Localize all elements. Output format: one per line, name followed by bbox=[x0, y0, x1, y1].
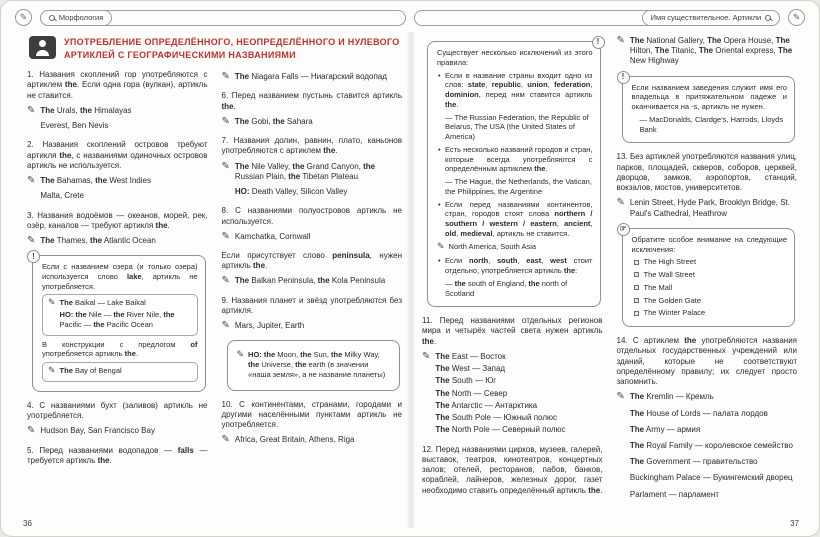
example-line: The South Pole — Южный полюс bbox=[435, 413, 557, 423]
page-header bbox=[1, 1, 819, 28]
pencil-icon: ✎ bbox=[437, 240, 445, 251]
example-line: The North — Север bbox=[435, 388, 508, 398]
example-rule-2 bbox=[27, 176, 208, 203]
reader-icon bbox=[29, 36, 56, 59]
note-proprietor-names bbox=[621, 72, 796, 144]
example-line: Parlament — парламент bbox=[629, 489, 719, 499]
pencil-icon: ✎ bbox=[27, 104, 36, 116]
example-rule-3 bbox=[27, 236, 208, 248]
exception-label: The Winter Palace bbox=[643, 308, 706, 318]
rule-3: 3. Названия водоёмов — океанов, морей, рек, озёр, каналов — требуют артикля the. bbox=[27, 210, 208, 230]
pencil-icon: ✎ bbox=[221, 230, 230, 242]
note-bullet: • Если в название страны входит одно из слов: state, republic, union, federation, dominion, перед ним ставится артикль the. bbox=[437, 71, 593, 110]
example-rule-14 bbox=[617, 392, 798, 506]
tab-morphology bbox=[40, 10, 112, 26]
rule-5: 5. Перед названиями водопадов — falls — требуется артикль the. bbox=[27, 445, 208, 465]
example-line: The Antarctic — Антарктика bbox=[435, 400, 538, 410]
exception-label: The Golden Gate bbox=[643, 295, 702, 305]
right-page bbox=[416, 32, 801, 528]
pen-icon: ✎ bbox=[788, 9, 805, 26]
note-space-objects bbox=[227, 340, 401, 390]
rule-9: 9. Названия планет и звёзд употребляются без артикля. bbox=[221, 295, 402, 315]
example-rule-13 bbox=[617, 198, 798, 220]
column-1 bbox=[27, 70, 208, 471]
example-line: The Thames, the Atlantic Ocean bbox=[40, 236, 156, 245]
pencil-icon: ✎ bbox=[616, 197, 625, 209]
exclamation-icon: ! bbox=[592, 36, 605, 49]
page-gutter bbox=[406, 32, 416, 528]
note-example: — The Hague, the Netherlands, the Vatican, the Philippines, the Argentine bbox=[437, 177, 593, 197]
example-line: The Bahamas, the West Indies bbox=[40, 176, 151, 186]
square-bullet-icon bbox=[634, 311, 639, 316]
rule-11: 11. Перед названиями отдельных регионов мира и четырёх частей света нужен артикль the. bbox=[422, 316, 603, 346]
header-band-right bbox=[414, 10, 780, 26]
note-example: — The Russian Federation, the Republic of Belarus, The USA (the United States of America) bbox=[437, 113, 593, 142]
pencil-icon: ✎ bbox=[221, 434, 230, 446]
example-line: The East — Восток bbox=[435, 351, 506, 361]
pencil-icon: ✎ bbox=[27, 175, 36, 187]
note-example: — MacDonalds, Clardge's, Harrods, Lloyds Bank bbox=[632, 115, 788, 135]
list-item bbox=[634, 283, 788, 293]
pencil-icon: ✎ bbox=[221, 160, 230, 172]
example-rule-4 bbox=[27, 426, 208, 438]
rule-14: 14. С артиклем the употребляются названия отдельных государственных учреждений или зданий, которые не соответствуют определённому правилу; их следует просто запомнить. bbox=[616, 336, 797, 387]
example-line: The North Pole — Северный полюс bbox=[435, 425, 566, 435]
tab-morphology-label: Морфология bbox=[58, 13, 104, 22]
note-text: Если с названием озера (и только озера) используется слово lake, артикль не употребляется. bbox=[42, 262, 198, 291]
note-example: — the south of England, the north of Scotland bbox=[437, 279, 593, 299]
pencil-icon: ✎ bbox=[221, 115, 230, 127]
pencil-icon: ✎ bbox=[48, 297, 56, 308]
note-bullet: • Если перед названиями континентов, стран, городов стоят слова northern / southern / western / eastern, ancient, old, medieval, артикль не ставится. bbox=[437, 200, 593, 239]
note-text: В конструкции с предлогом of употребляется артикль the. bbox=[42, 339, 198, 359]
example-line: The Baikal — Lake Baikal bbox=[59, 298, 146, 308]
example-line: The Kremlin — Кремль bbox=[629, 392, 714, 402]
example-line: Buckingham Palace — Букингемский дворец bbox=[629, 473, 793, 483]
example-line: The Government — правительство bbox=[629, 457, 758, 467]
page-number-right: 37 bbox=[790, 519, 799, 528]
example-line: НО: Death Valley, Silicon Valley bbox=[234, 187, 348, 197]
example-line: The Bay of Bengal bbox=[59, 366, 122, 376]
pencil-icon: ✎ bbox=[236, 349, 245, 360]
pencil-icon: ✎ bbox=[27, 235, 36, 246]
example-rule-7 bbox=[222, 162, 403, 200]
example-line: The National Gallery, The Opera House, The Hilton, The Titanic, The Oriental express, The New Highway bbox=[629, 36, 793, 66]
column-3 bbox=[422, 34, 603, 513]
note-text: Если названием заведения служит имя его владельца в притяжательном падеже и оканчивается на -s, артикль не нужен. bbox=[631, 82, 787, 112]
rule-8-addition: Если присутствует слово peninsula, нужен артикль the. bbox=[221, 251, 403, 271]
note-example-box bbox=[42, 294, 198, 335]
example-rule-6 bbox=[222, 117, 403, 129]
page-number-left: 36 bbox=[23, 519, 32, 528]
note-bullet: • Есть несколько названий городов и стран, которые всегда употребляются с определённым артиклем the. bbox=[437, 145, 593, 174]
note-attention-exceptions bbox=[619, 224, 796, 327]
rule-13: 13. Без артиклей употребляются названия улиц, парков, площадей, скверов, соборов, церквей, дворцов, замков, аэропортов, станций, вокзалов, мостов, университетов. bbox=[616, 152, 797, 193]
pencil-icon: ✎ bbox=[48, 365, 56, 376]
exclamation-icon: ! bbox=[27, 250, 40, 263]
example-line: The Niagara Falls — Ниагарский водопад bbox=[234, 72, 387, 82]
example-line: Hudson Bay, San Francisco Bay bbox=[40, 426, 155, 436]
rule-6: 6. Перед названием пустынь ставится артикль the. bbox=[221, 91, 402, 111]
note-example: North America, South Asia bbox=[448, 241, 537, 251]
search-icon bbox=[49, 15, 55, 21]
example-rule-8-addition bbox=[222, 276, 403, 288]
example-line: The South — Юг bbox=[435, 376, 497, 386]
rule-4: 4. С названиями бухт (заливов) артикль не употребляется. bbox=[27, 400, 208, 421]
example-line: Malta, Crete bbox=[40, 191, 84, 201]
book-spread bbox=[1, 28, 819, 528]
chapter-title: УПОТРЕБЛЕНИЕ ОПРЕДЕЛЁННОГО, НЕОПРЕДЕЛЁННОГО И НУЛЕВОГО АРТИКЛЕЙ С ГЕОГРАФИЧЕСКИМИ НАЗВАНИЯМИ bbox=[64, 37, 400, 60]
pen-icon: ✎ bbox=[15, 9, 32, 26]
tab-noun-articles bbox=[642, 10, 781, 26]
example-line: The Royal Family — королевское семейство bbox=[629, 440, 793, 450]
list-item bbox=[634, 296, 788, 306]
example-line: The House of Lords — палата лордов bbox=[629, 408, 768, 418]
left-page bbox=[21, 32, 406, 528]
pencil-icon: ✎ bbox=[616, 35, 625, 46]
example-rule-8 bbox=[222, 232, 403, 244]
exclamation-icon: ! bbox=[617, 71, 630, 84]
note-text: НО: the Moon, the Sun, the Milky Way, the Universe, the earth (в значении «наша земля», а не название планеты) bbox=[248, 350, 386, 379]
header-band-left bbox=[40, 10, 406, 26]
rule-1: 1. Названия скоплений гор употребляются с артиклем the. Если одна гора (вулкан), артикль не ставится. bbox=[27, 70, 208, 100]
example-line: The Army — армия bbox=[629, 424, 701, 434]
pencil-icon: ✎ bbox=[221, 71, 230, 83]
column-4 bbox=[617, 34, 798, 513]
example-line: The West — Запад bbox=[435, 364, 506, 374]
example-line: The Balkan Peninsula, the Kola Peninsula bbox=[234, 276, 386, 286]
example-rule-5 bbox=[222, 72, 403, 84]
pointing-hand-icon: ☞ bbox=[617, 223, 630, 236]
square-bullet-icon bbox=[634, 272, 639, 277]
note-lake bbox=[32, 251, 206, 392]
tab-noun-articles-label: Имя существительное. Артикли bbox=[650, 13, 762, 22]
exception-label: The High Street bbox=[643, 257, 697, 267]
exception-label: The Mall bbox=[643, 282, 673, 292]
example-line: Mars, Jupiter, Earth bbox=[234, 321, 305, 331]
rule-8: 8. С названиями полуостровов артикль не используется. bbox=[221, 206, 402, 226]
rule-2: 2. Названия скоплений островов требуют артикля the, с названиями одиночных островов артикль не используется. bbox=[27, 140, 208, 170]
pencil-icon: ✎ bbox=[221, 320, 230, 332]
note-example-box bbox=[42, 362, 198, 382]
example-line: The Urals, the Himalayas bbox=[40, 105, 132, 115]
search-icon bbox=[765, 15, 771, 21]
exception-label: The Wall Street bbox=[643, 270, 695, 280]
note-country-exceptions bbox=[427, 37, 601, 307]
example-line: Everest, Ben Nevis bbox=[40, 121, 109, 131]
list-item bbox=[634, 270, 788, 280]
example-rule-10 bbox=[222, 435, 403, 447]
note-intro: Существует несколько исключений из этого правила: bbox=[437, 48, 593, 67]
note-intro: Обратите особое внимание на следующие исключения: bbox=[631, 234, 787, 254]
rule-7: 7. Названия долин, равнин, плато, каньонов употребляются с артиклем the. bbox=[221, 136, 402, 156]
example-line: Lenin Street, Hyde Park, Brooklyn Bridge, St. Paul's Cathedral, Heathrow bbox=[629, 198, 790, 218]
pencil-icon: ✎ bbox=[27, 425, 36, 437]
square-bullet-icon bbox=[634, 298, 639, 303]
example-rule-12 bbox=[617, 36, 798, 69]
list-item bbox=[634, 308, 788, 318]
exception-list bbox=[632, 257, 788, 318]
column-2 bbox=[222, 70, 403, 471]
pencil-icon: ✎ bbox=[221, 275, 230, 287]
example-line: Africa, Great Britain, Athens, Riga bbox=[234, 435, 355, 445]
list-item bbox=[634, 257, 788, 267]
chapter-title-block bbox=[29, 36, 400, 61]
example-rule-9 bbox=[222, 321, 403, 333]
example-line: The Nile Valley, the Grand Canyon, the Russian Plain, the Tibetan Plateau bbox=[234, 161, 376, 181]
square-bullet-icon bbox=[634, 260, 639, 265]
example-line: Kamchatka, Cornwall bbox=[234, 231, 311, 241]
pencil-icon: ✎ bbox=[422, 350, 431, 362]
example-rule-1 bbox=[27, 106, 208, 133]
square-bullet-icon bbox=[634, 285, 639, 290]
rule-10: 10. С континентами, странами, городами и другими населёнными пунктами артикль не употребляется. bbox=[221, 399, 402, 430]
example-line: The Gobi, the Sahara bbox=[234, 116, 313, 126]
rule-12: 12. Перед названиями цирков, музеев, галерей, выставок, театров, кинотеатров, концертных залов; отелей, ресторанов, пабов, банков, кораблей, лайнеров, железных дорог, газет необходимо ставить определённый артикль the. bbox=[422, 444, 603, 495]
example-rule-11 bbox=[422, 352, 603, 438]
pencil-icon: ✎ bbox=[616, 391, 625, 403]
example-line: НО: the Nile — the River Nile, the Pacific — the Pacific Ocean bbox=[59, 310, 175, 329]
note-bullet: • Если north, south, east, west стоит отдельно, употребляется артикль the: bbox=[437, 256, 593, 276]
